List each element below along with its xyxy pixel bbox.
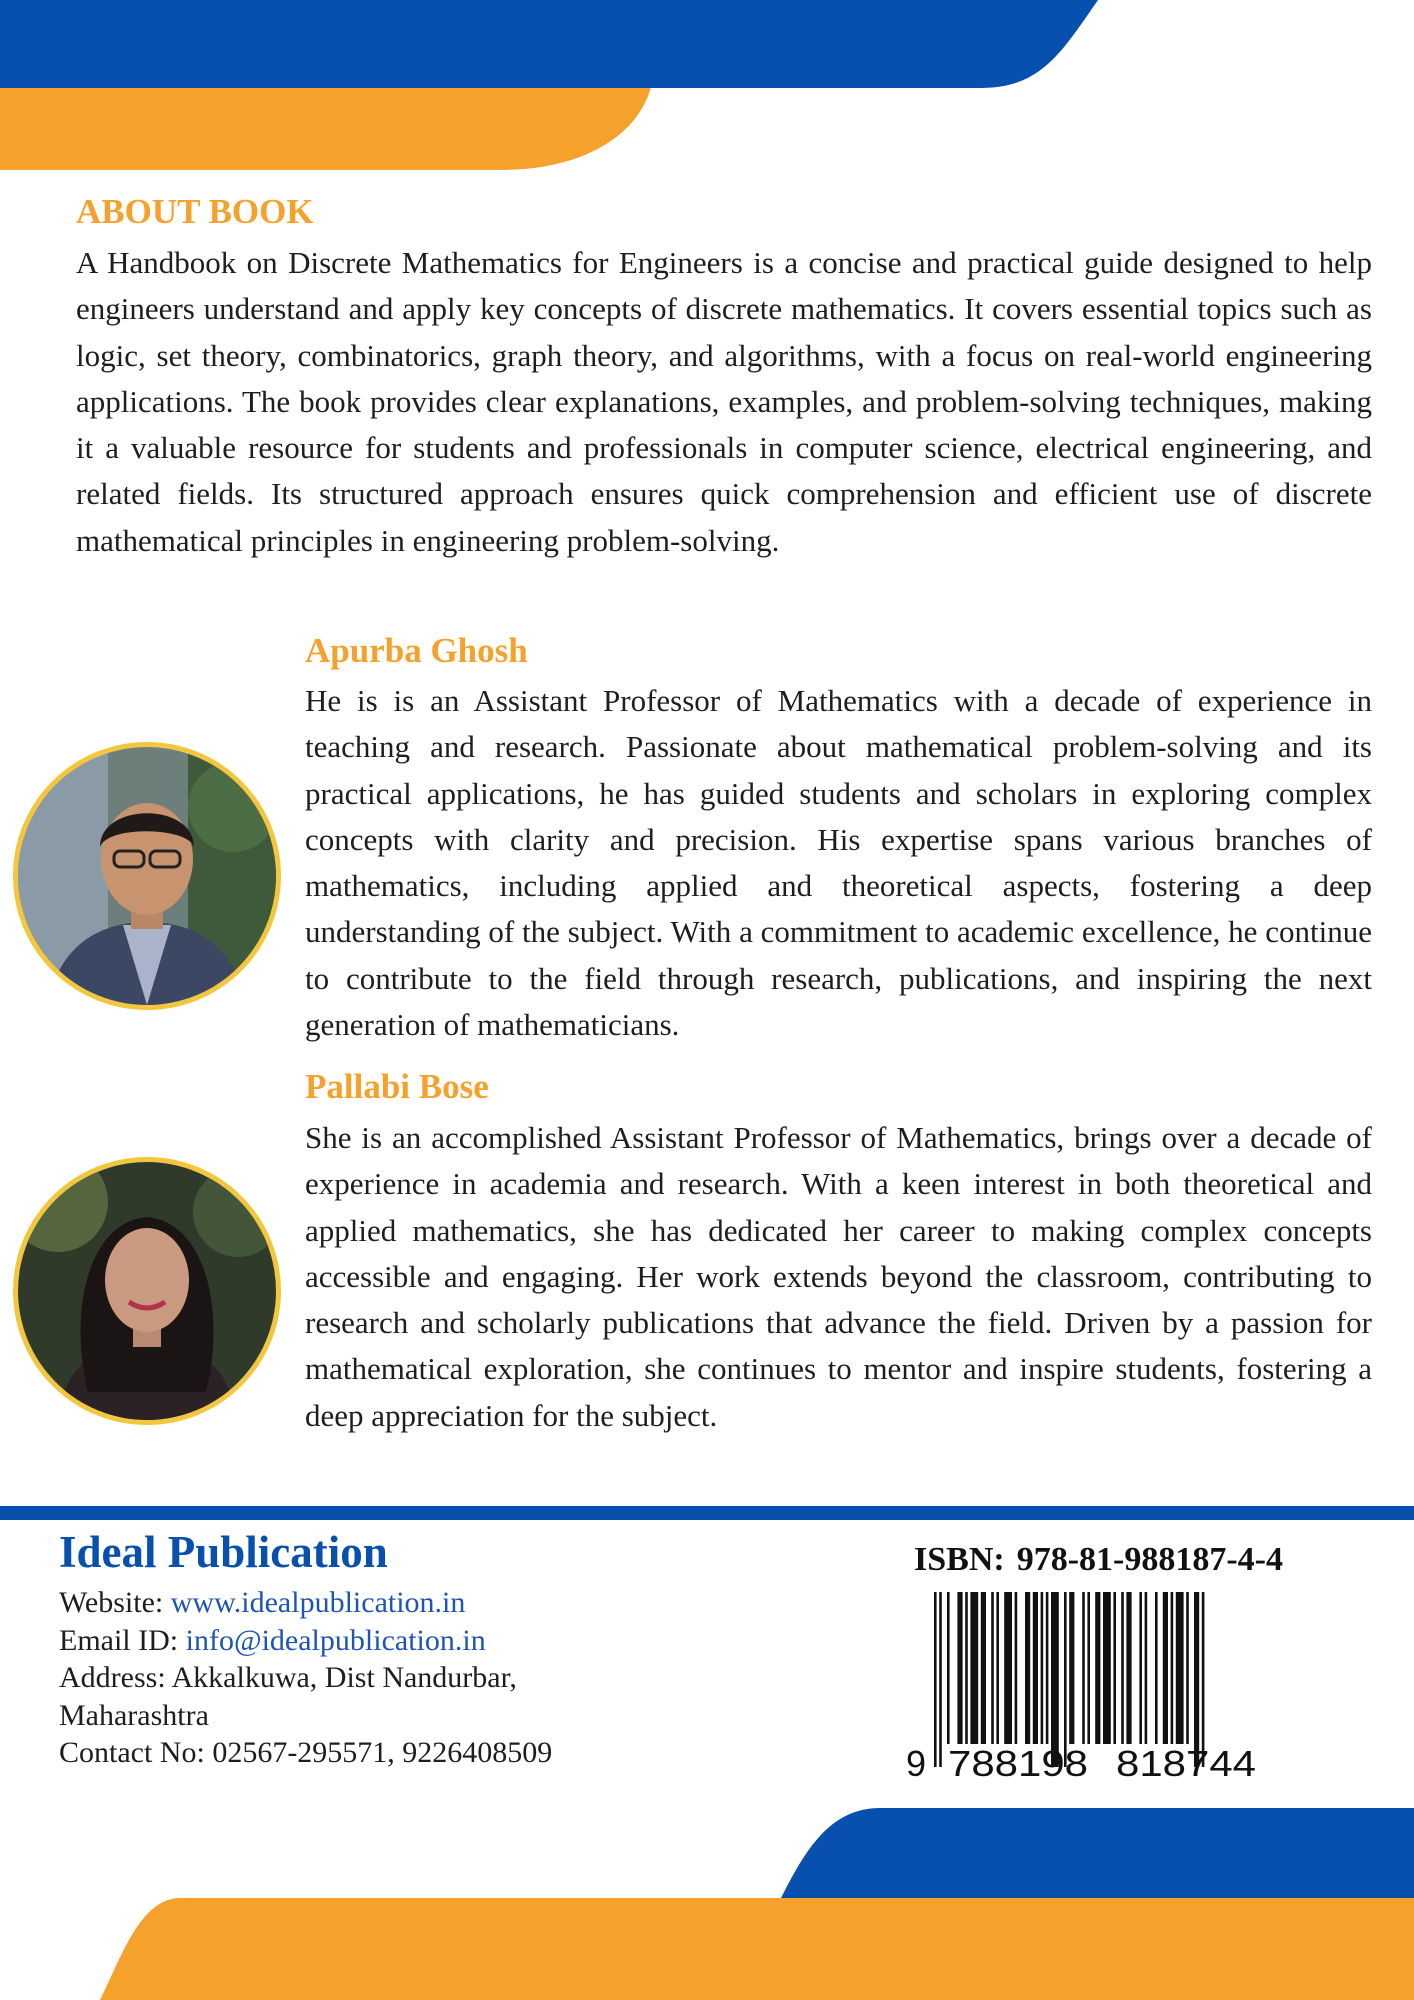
barcode-digit-lead: 9 [906, 1743, 927, 1782]
barcode-digits-left: 788198 [948, 1743, 1088, 1782]
barcode-bar [981, 1592, 986, 1744]
author-name-1: Apurba Ghosh [305, 631, 528, 670]
address-label: Address: [59, 1661, 166, 1694]
barcode-bar [1033, 1592, 1038, 1744]
isbn [914, 1538, 1283, 1582]
address-value: Akkalkuwa, Dist Nandurbar, [171, 1661, 517, 1694]
barcode-bar [939, 1592, 942, 1767]
bottom-blue-band [780, 1808, 1414, 1900]
email-label: Email ID: [59, 1623, 179, 1657]
barcode-bar [1126, 1592, 1131, 1744]
barcode-bar [1082, 1592, 1085, 1744]
barcode-bar [1121, 1592, 1124, 1744]
barcode-bar [1025, 1592, 1030, 1744]
author-bio-2: She is an accomplished Assistant Professor of Mathematics, brings over a decade of experience in academia and research. With a keen interest in both theoretical and applied mathematics, she has dedicated her career to making complex concepts accessible and engaging. Her work extends beyond the classroom, contributing to research and scholarly publications that advance the field. Driven by a passion for mathematical exploration, she continues to mentor and inspire students, fostering a deep appreciation for the subject. [305, 1120, 1372, 1433]
footer-divider [0, 1506, 1414, 1520]
address-line-2: Maharashtra [59, 1698, 209, 1732]
barcode-bar [1145, 1592, 1148, 1744]
top-blue-band [0, 0, 1098, 88]
bottom-orange-band [100, 1898, 1414, 2000]
barcode-bar [1103, 1592, 1111, 1744]
barcode-bar [1139, 1592, 1142, 1744]
publisher-contact [59, 1584, 552, 1772]
address-line [59, 1659, 552, 1697]
isbn-barcode [906, 1592, 1306, 1782]
barcode-bar [1015, 1592, 1018, 1744]
email-link[interactable]: info@idealpublication.in [185, 1623, 486, 1657]
barcode-bar [957, 1592, 962, 1744]
barcode-bar [1087, 1592, 1090, 1744]
isbn-number: 978-81-988187-4-4 [1016, 1541, 1283, 1578]
author-photo-2 [13, 1157, 281, 1425]
publisher-name: Ideal Publication [59, 1527, 388, 1577]
barcode-bar [1202, 1592, 1205, 1767]
barcode-bar [947, 1592, 950, 1744]
barcode-bar [934, 1592, 937, 1767]
contact-line [59, 1734, 552, 1772]
barcode-bar [970, 1592, 978, 1744]
barcode-bar [1004, 1592, 1012, 1744]
website-link[interactable]: www.idealpublication.in [170, 1586, 466, 1619]
barcode-bar [1069, 1592, 1074, 1744]
barcode-bar [1176, 1592, 1184, 1744]
barcode-bar [1194, 1592, 1199, 1767]
barcode-bar [1186, 1592, 1189, 1744]
barcode-bar [1155, 1592, 1158, 1744]
author-bio-1: He is is an Assistant Professor of Mathematics with a decade of experience in teaching and research. Passionate about mathematical problem-solving and its practical applications, he has guided students and scholars in exploring complex concepts with clarity and precision. His expertise spans various branches of mathematics, including applied and theoretical aspects, fostering a deep understanding of the subject. With a commitment to academic excellence, he continue to contribute to the field through research, publications, and inspiring the next generation of mathematicians. [305, 683, 1372, 1043]
website-line [59, 1584, 552, 1622]
author-photo-1 [13, 742, 281, 1010]
isbn-label: ISBN: [914, 1541, 1005, 1578]
barcode-bar [996, 1592, 999, 1744]
barcode-bars [934, 1592, 1204, 1767]
about-text: A Handbook on Discrete Mathematics for Engineers is a concise and practical guide designed to help engineers understand and apply key concepts of discrete mathematics. It covers essential topics such as logic, set theory, combinatorics, graph theory, and algorithms, with a focus on real-world engineering applications. The book provides clear explanations, examples, and problem-solving techniques, making it a valuable resource for students and professionals in computer science, electrical engineering, and related fields. Its structured approach ensures quick comprehension and efficient use of discrete mathematical principles in engineering problem-solving. [76, 245, 1372, 558]
author-name-2: Pallabi Bose [305, 1067, 489, 1106]
website-label: Website: [59, 1586, 164, 1619]
barcode-bar [1113, 1592, 1116, 1744]
author-portrait-2 [18, 1162, 276, 1420]
author-portrait-1 [18, 747, 276, 1005]
barcode-bar [1163, 1592, 1168, 1744]
barcode-bar [965, 1592, 968, 1744]
contact-value: 02567-295571, 9226408509 [212, 1736, 553, 1769]
barcode-bar [1064, 1592, 1067, 1767]
barcode-bar [991, 1592, 994, 1744]
barcode-bar [1095, 1592, 1100, 1744]
about-heading: ABOUT BOOK [76, 192, 314, 231]
email-line [59, 1622, 552, 1660]
barcode-digits-right: 818744 [1116, 1743, 1256, 1782]
barcode-bar [1041, 1592, 1044, 1744]
barcode-bar [1051, 1592, 1059, 1767]
barcode-bar [1046, 1592, 1049, 1744]
contact-label: Contact No: [59, 1736, 205, 1769]
barcode-bar [1171, 1592, 1174, 1744]
